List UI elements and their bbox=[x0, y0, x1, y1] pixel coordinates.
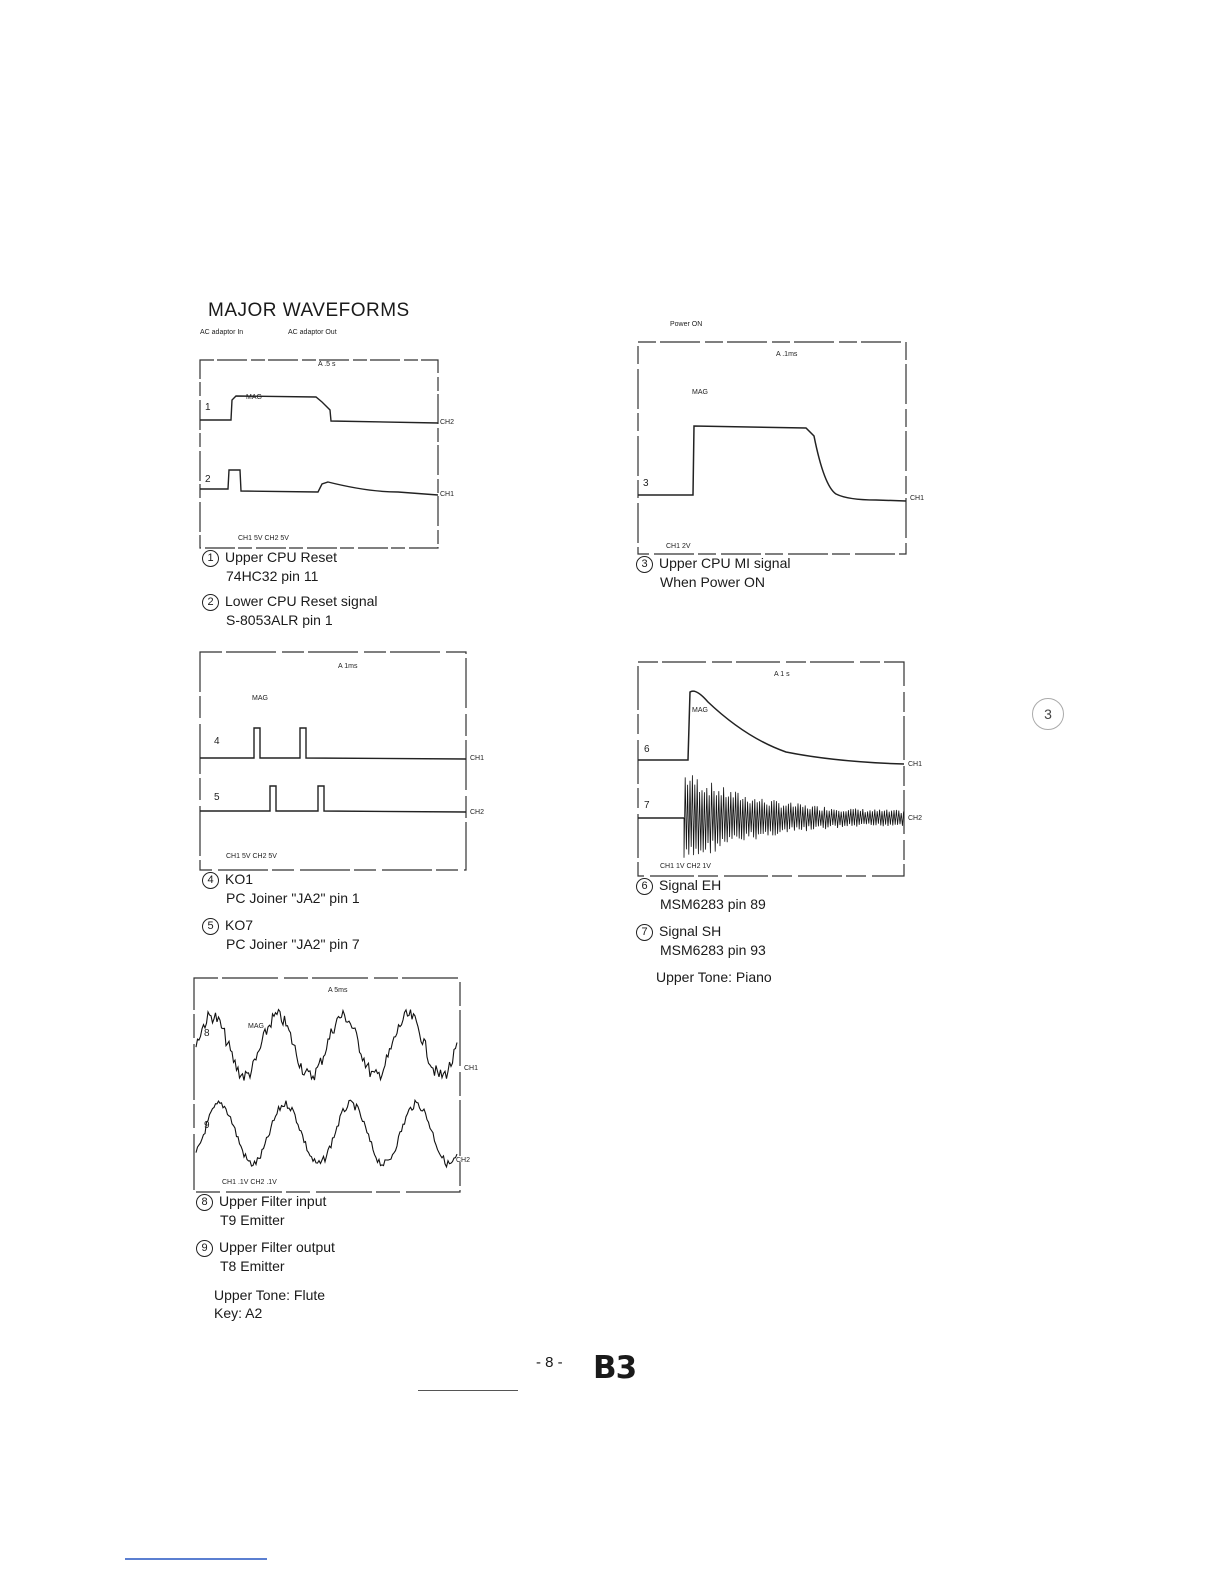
caption-1 bbox=[202, 548, 337, 585]
caption-number: 1 bbox=[202, 550, 219, 567]
caption-number: 5 bbox=[202, 918, 219, 935]
channel-label-ch1: CH1 bbox=[910, 495, 925, 502]
mag-label: MAG bbox=[248, 1023, 264, 1030]
caption-subtitle: S-8053ALR pin 1 bbox=[226, 612, 333, 628]
section-code: B3 bbox=[593, 1350, 637, 1386]
caption-number: 7 bbox=[636, 924, 653, 941]
caption-number: 2 bbox=[202, 594, 219, 611]
timebase-label: A .5 s bbox=[318, 361, 336, 368]
page-number: - 8 - bbox=[536, 1354, 563, 1371]
caption-title: Upper Filter output bbox=[219, 1239, 335, 1255]
scope-settings-footer: CH1 5V CH2 5V bbox=[238, 535, 289, 542]
caption-8 bbox=[196, 1192, 326, 1229]
trace-1-marker: 1 bbox=[205, 402, 211, 413]
trace-9-marker: 9 bbox=[204, 1120, 210, 1131]
caption-9 bbox=[196, 1238, 335, 1275]
caption-4 bbox=[202, 870, 360, 907]
timebase-label: A 5ms bbox=[328, 987, 348, 994]
channel-label-ch2: CH2 bbox=[908, 815, 923, 822]
trace-signal-sh bbox=[684, 775, 904, 858]
footer-rule bbox=[418, 1390, 518, 1391]
trace-upper-cpu-reset bbox=[200, 396, 438, 423]
trace-3-marker: 3 bbox=[643, 478, 649, 489]
scope-settings-footer: CH1 1V CH2 1V bbox=[660, 863, 711, 870]
caption-number: 3 bbox=[636, 556, 653, 573]
caption-subtitle: When Power ON bbox=[660, 574, 766, 590]
note-upper-tone-flute bbox=[214, 1286, 325, 1322]
trace-2-marker: 2 bbox=[205, 474, 211, 485]
caption-subtitle: PC Joiner "JA2" pin 1 bbox=[226, 890, 360, 906]
trace-8-marker: 8 bbox=[204, 1028, 210, 1039]
caption-subtitle: 74HC32 pin 11 bbox=[226, 568, 319, 584]
scope-settings-footer: CH1 .1V CH2 .1V bbox=[222, 1179, 277, 1186]
channel-label-ch1: CH1 bbox=[470, 755, 485, 762]
caption-subtitle: MSM6283 pin 93 bbox=[660, 942, 766, 958]
caption-title: Signal EH bbox=[659, 877, 722, 893]
mag-label: MAG bbox=[252, 695, 268, 702]
mag-label: MAG bbox=[246, 394, 262, 401]
trace-5-marker: 5 bbox=[214, 792, 220, 803]
scope-signal-eh-sh bbox=[636, 658, 936, 878]
channel-label-ch2: CH2 bbox=[440, 419, 455, 426]
caption-6 bbox=[636, 876, 766, 913]
caption-2 bbox=[202, 592, 378, 629]
trace-ko7 bbox=[200, 786, 466, 812]
marker-ac-in-label: AC adaptor In bbox=[200, 329, 244, 336]
mag-label: MAG bbox=[692, 707, 708, 714]
caption-number: 4 bbox=[202, 872, 219, 889]
timebase-label: A 1 s bbox=[774, 671, 790, 678]
timebase-label: A 1ms bbox=[338, 663, 358, 670]
caption-title: Upper CPU MI signal bbox=[659, 555, 791, 571]
side-page-badge: 3 bbox=[1032, 698, 1064, 730]
channel-label-ch1: CH1 bbox=[464, 1065, 479, 1072]
caption-5 bbox=[202, 916, 360, 953]
page-title: MAJOR WAVEFORMS bbox=[208, 300, 410, 321]
mag-label: MAG bbox=[692, 389, 708, 396]
footer-link-underline bbox=[125, 1558, 267, 1560]
caption-subtitle: PC Joiner "JA2" pin 7 bbox=[226, 936, 360, 952]
trace-signal-eh bbox=[638, 691, 904, 764]
scope-filter-signals bbox=[192, 974, 492, 1199]
caption-number: 6 bbox=[636, 878, 653, 895]
caption-number: 8 bbox=[196, 1194, 213, 1211]
caption-subtitle: T9 Emitter bbox=[220, 1212, 285, 1228]
caption-subtitle: T8 Emitter bbox=[220, 1258, 285, 1274]
channel-label-ch2: CH2 bbox=[456, 1157, 471, 1164]
scope-mi-signal bbox=[636, 316, 926, 566]
timebase-label: A .1ms bbox=[776, 351, 798, 358]
note-line: Key: A2 bbox=[214, 1305, 263, 1321]
marker-power-on-label: Power ON bbox=[670, 321, 703, 328]
scope-settings-footer: CH1 5V CH2 5V bbox=[226, 853, 277, 860]
caption-7 bbox=[636, 922, 766, 959]
caption-title: Upper CPU Reset bbox=[225, 549, 338, 565]
trace-filter-output bbox=[196, 1100, 457, 1167]
trace-7-marker: 7 bbox=[644, 800, 650, 811]
channel-label-ch2: CH2 bbox=[470, 809, 485, 816]
caption-title: KO7 bbox=[225, 917, 254, 933]
trace-6-marker: 6 bbox=[644, 744, 650, 755]
note-line: Upper Tone: Flute bbox=[214, 1287, 326, 1303]
trace-4-marker: 4 bbox=[214, 736, 220, 747]
caption-title: Lower CPU Reset signal bbox=[225, 593, 378, 609]
trace-ko1 bbox=[200, 728, 466, 759]
channel-label-ch1: CH1 bbox=[440, 491, 455, 498]
channel-label-ch1: CH1 bbox=[908, 761, 923, 768]
caption-title: Upper Filter input bbox=[219, 1193, 327, 1209]
scope-reset-waveforms bbox=[198, 324, 455, 554]
trace-lower-cpu-reset bbox=[200, 470, 438, 495]
trace-filter-input bbox=[196, 1010, 457, 1081]
caption-3 bbox=[636, 554, 791, 591]
scope-settings-footer: CH1 2V bbox=[666, 543, 691, 550]
caption-number: 9 bbox=[196, 1240, 213, 1257]
trace-upper-cpu-mi bbox=[638, 426, 906, 501]
caption-title: KO1 bbox=[225, 871, 254, 887]
caption-title: Signal SH bbox=[659, 923, 722, 939]
scope-ko-signals bbox=[198, 648, 498, 878]
note-upper-tone-piano: Upper Tone: Piano bbox=[656, 969, 772, 985]
marker-ac-out-label: AC adaptor Out bbox=[288, 329, 337, 336]
caption-subtitle: MSM6283 pin 89 bbox=[660, 896, 766, 912]
